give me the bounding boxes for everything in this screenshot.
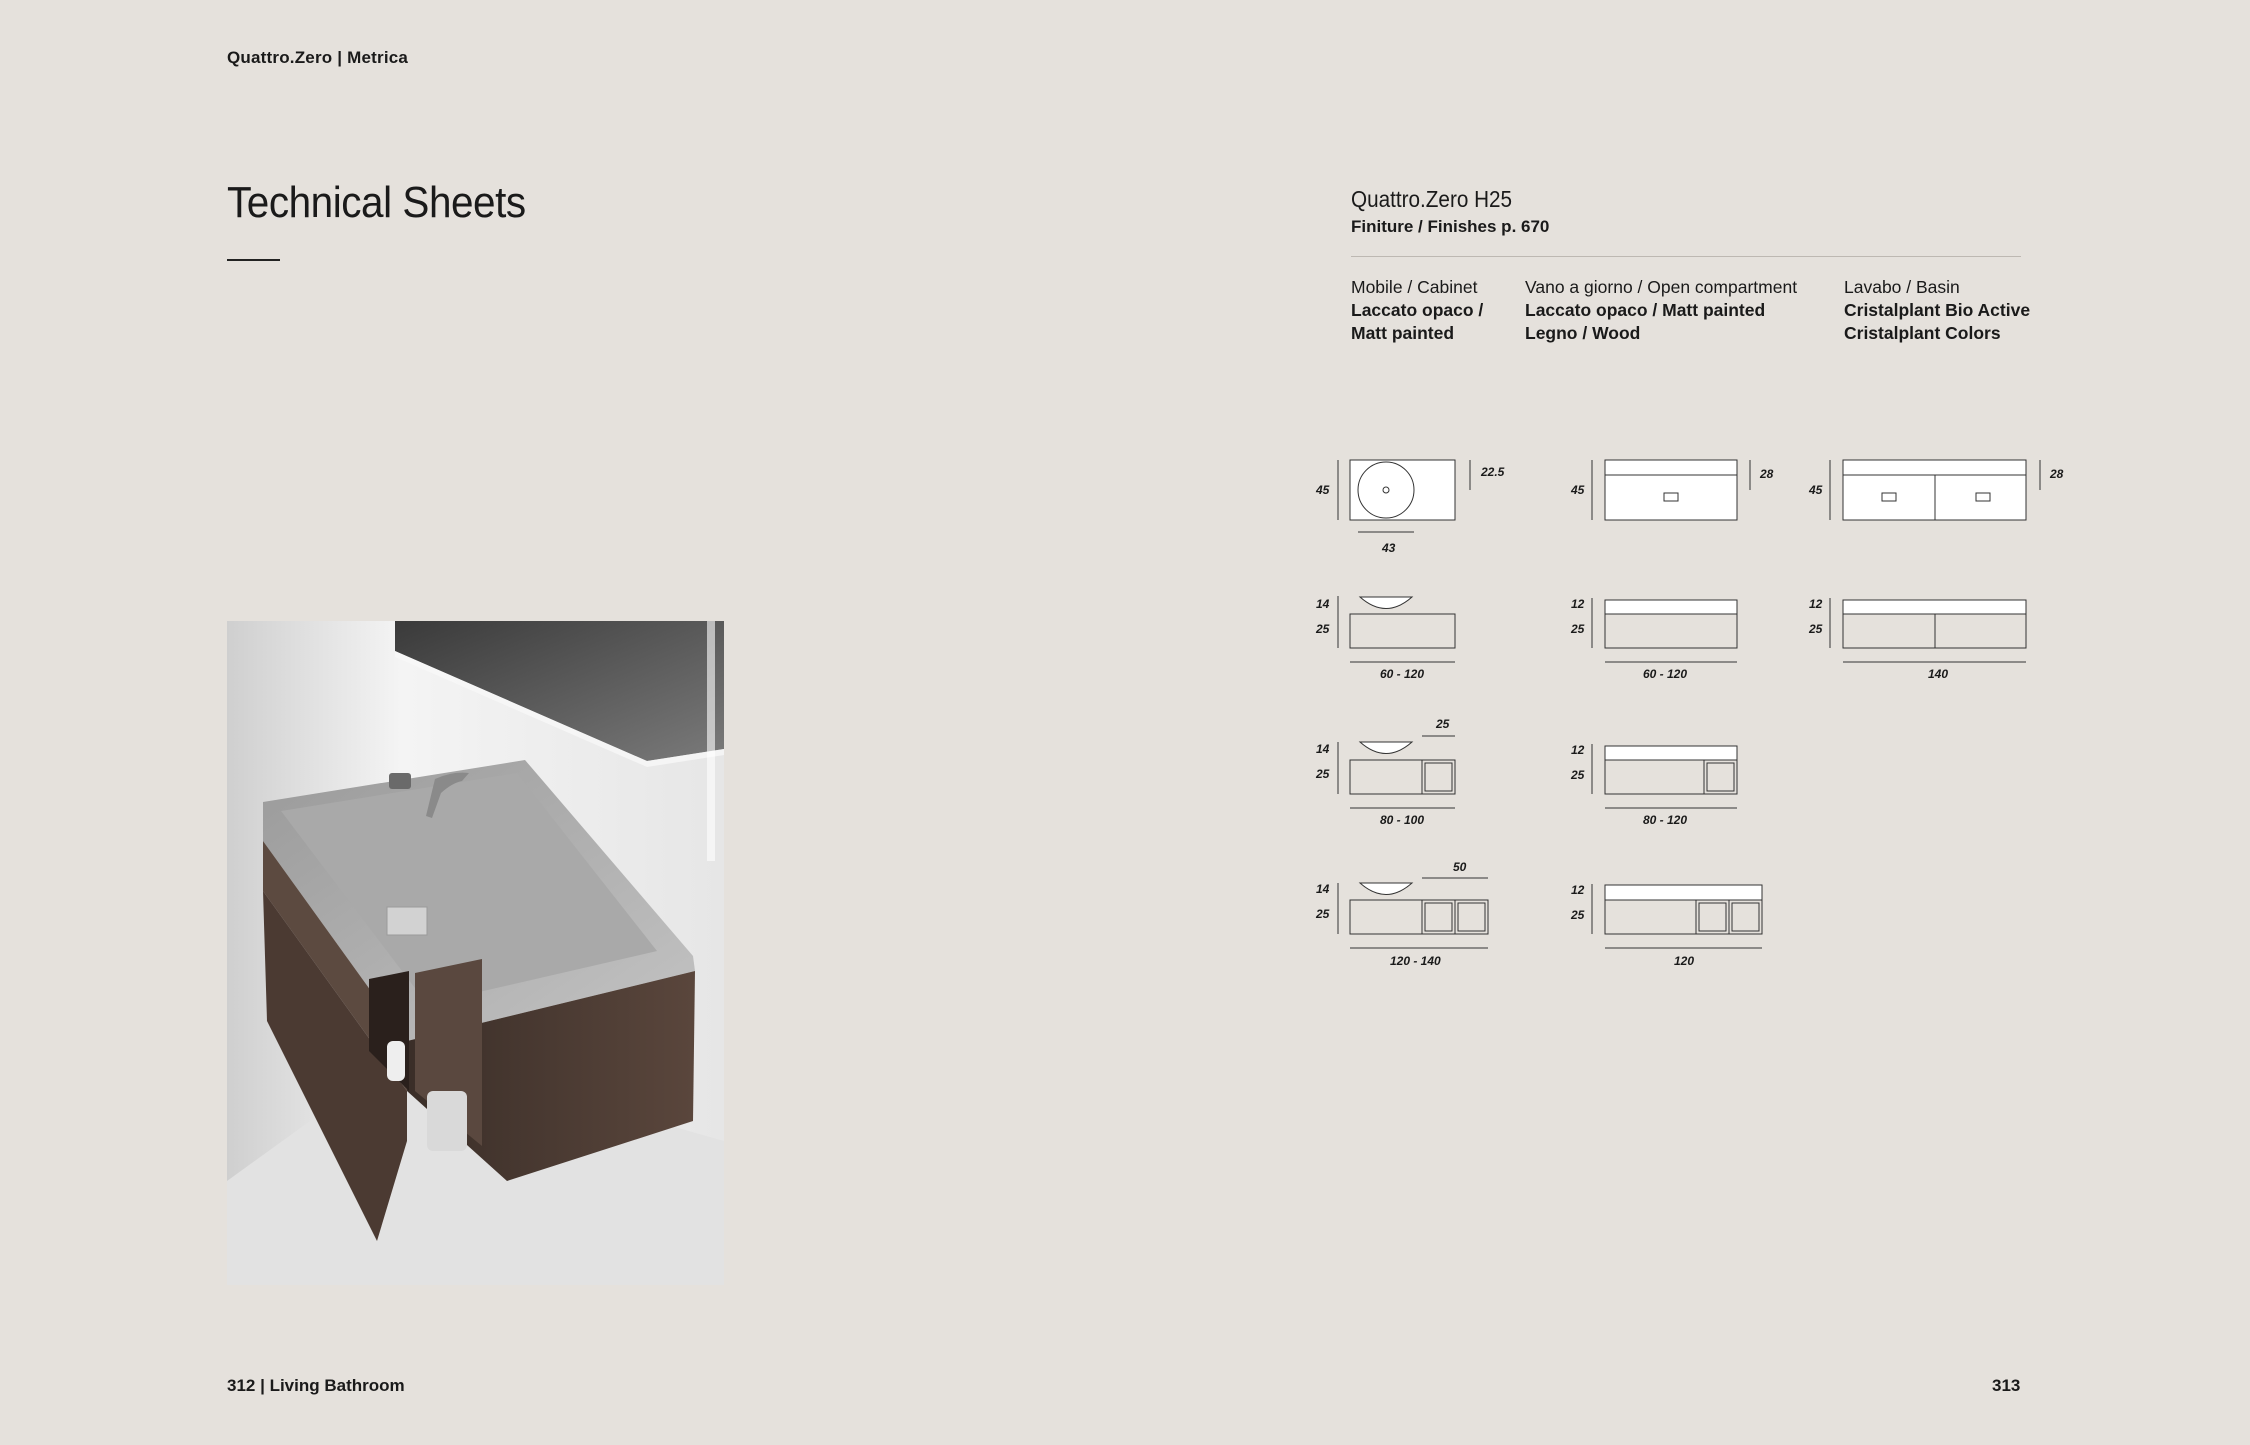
dim-width: 60 - 120: [1643, 667, 1688, 681]
drawing-front-compartment-25: [1315, 717, 1455, 827]
dim-width: 140: [1928, 667, 1949, 681]
title-underline: [227, 259, 280, 261]
dim-depth: 45: [1571, 483, 1585, 497]
dim-compartment: 25: [1436, 717, 1450, 731]
dim-diameter: 43: [1382, 541, 1396, 555]
dim-width: 80 - 100: [1380, 813, 1425, 827]
drawing-top-round-basin: [1315, 460, 1505, 555]
dim-top: 12: [1571, 883, 1585, 897]
drawing-front-round-basin: [1315, 596, 1455, 681]
spec-label: Mobile / Cabinet: [1351, 277, 1478, 297]
dim-cabinet: 25: [1571, 768, 1585, 782]
drawing-top-double-basin: [1808, 460, 2064, 520]
dim-basin: 14: [1316, 597, 1330, 611]
spec-value: Cristalplant Bio Active: [1844, 300, 2031, 320]
finishes-reference: Finiture / Finishes p. 670: [1351, 217, 1550, 236]
dim-cabinet: 25: [1571, 622, 1585, 636]
brand-header: Quattro.Zero | Metrica: [227, 48, 409, 67]
dim-cabinet: 25: [1809, 622, 1823, 636]
drawing-top-single-basin: [1570, 460, 1774, 520]
spec-cabinet: [1351, 276, 1521, 345]
dim-top: 12: [1809, 597, 1823, 611]
dim-height: 28: [2050, 467, 2064, 481]
spec-label: Vano a giorno / Open compartment: [1525, 277, 1798, 297]
drawing-front-single: [1570, 597, 1737, 681]
spec-open-compartment: [1525, 276, 1835, 345]
spec-value: Laccato opaco / Matt painted: [1525, 300, 1766, 320]
dim-cabinet: 25: [1316, 767, 1330, 781]
product-name: Quattro.Zero H25: [1351, 186, 1513, 212]
dim-basin: 14: [1316, 742, 1330, 756]
dim-cabinet: 25: [1316, 907, 1330, 921]
technical-drawings: [1300, 440, 2080, 1000]
dim-compartment: 50: [1453, 860, 1467, 874]
dim-depth: 45: [1809, 483, 1823, 497]
spec-label: Lavabo / Basin: [1844, 277, 1960, 297]
dim-cabinet: 25: [1571, 908, 1585, 922]
footer-page-left: 312 | Living Bathroom: [227, 1376, 405, 1395]
drawing-front-compartment-50: [1315, 860, 1488, 968]
spec-value: Cristalplant Colors: [1844, 323, 2001, 343]
dim-width: 120 - 140: [1390, 954, 1441, 968]
dim-basin: 14: [1316, 882, 1330, 896]
dim-height: 22.5: [1481, 465, 1505, 479]
spec-divider: [1351, 256, 2021, 257]
dim-height: 28: [1760, 467, 1774, 481]
dim-width: 120: [1674, 954, 1695, 968]
dim-top: 12: [1571, 597, 1585, 611]
dim-top: 12: [1571, 743, 1585, 757]
page-title: Technical Sheets: [227, 178, 526, 227]
drawing-front-single-compartment: [1570, 743, 1737, 827]
spec-value: Matt painted: [1351, 323, 1455, 343]
spec-value: Legno / Wood: [1525, 323, 1641, 343]
footer-page-right: 313: [1992, 1376, 2021, 1395]
product-photo: [227, 621, 724, 1285]
drawing-front-double: [1808, 597, 2026, 681]
dim-width: 60 - 120: [1380, 667, 1425, 681]
dim-width: 80 - 120: [1643, 813, 1688, 827]
drawing-front-double-compartment: [1570, 883, 1762, 968]
spec-value: Laccato opaco /: [1351, 300, 1484, 320]
dim-cabinet: 25: [1316, 622, 1330, 636]
dim-depth: 45: [1316, 483, 1330, 497]
spec-basin: [1844, 276, 2054, 345]
